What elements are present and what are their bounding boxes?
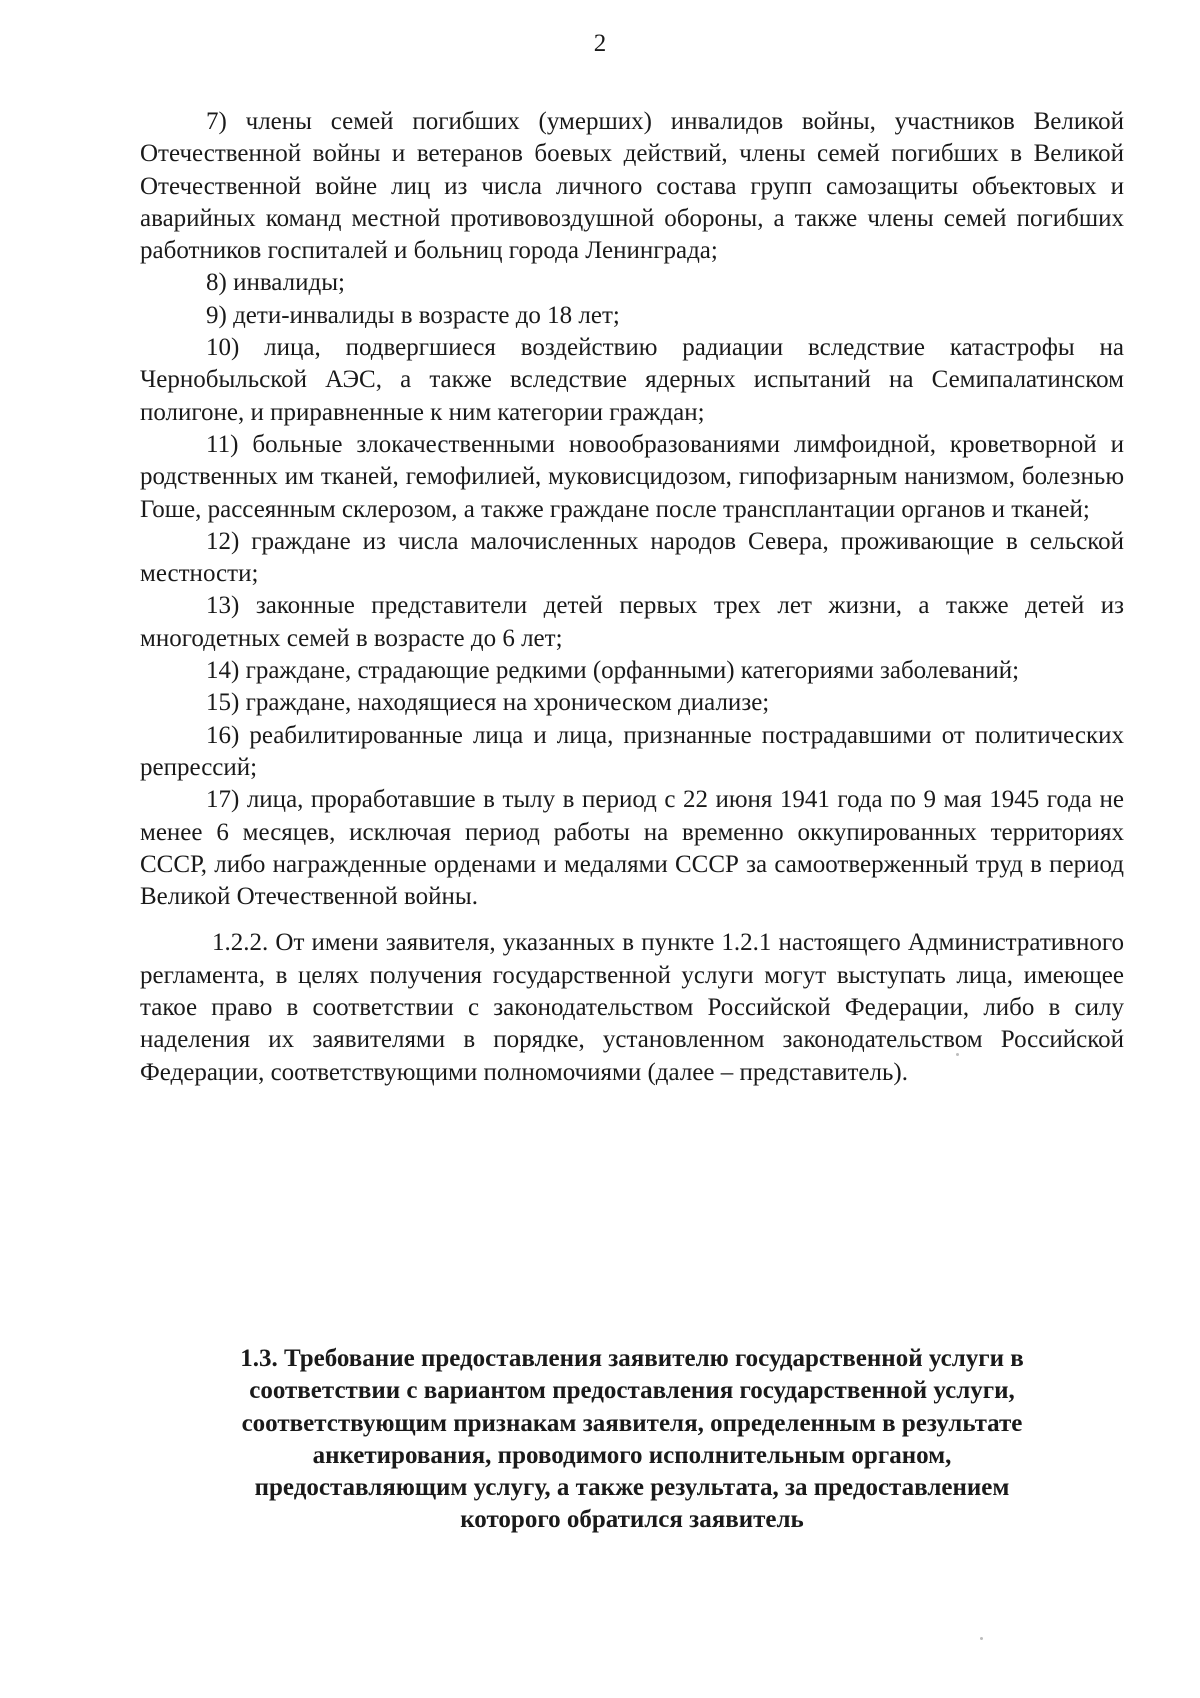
list-item-13: 13) законные представители детей первых трех лет жизни, а также детей из многодетных семей в возрасте до 6 лет; <box>140 592 1124 652</box>
list-item-17: 17) лица, проработавшие в тылу в период с 22 июня 1941 года по 9 мая 1945 года не менее 6 месяцев, исключая период работы на временно оккупированных территориях СССР, либо награжденные орденами и медалями СССР за самоотверженный труд в период Великой Отечественной войны. <box>140 786 1124 911</box>
list-item-8: 8) инвалиды; <box>206 269 345 297</box>
list-item-11: 11) больные злокачественными новообразованиями лимфоидной, кроветворной и родственных им тканей, гемофилией, муковисцидозом, гипофизарным нанизмом, болезнью Гоше, рассеянным склерозом, а также граждане после трансплантации органов и тканей; <box>140 430 1124 523</box>
heading-line: 1.3. Требование предоставления заявителю государственной услуги в <box>240 1345 1024 1372</box>
heading-line: анкетирования, проводимого исполнительным органом, <box>312 1441 952 1469</box>
list-item-16: 16) реабилитированные лица и лица, признанные пострадавшими от политических репрессий; <box>140 721 1124 781</box>
scan-speck <box>956 1053 959 1056</box>
list-item-7: 7) члены семей погибших (умерших) инвалидов войны, участников Великой Отечественной войны и ветеранов боевых действий, члены семей погибших в Великой Отечественной войне лиц из числа личного состава групп самозащиты объектовых и аварийных команд местной противовоздушной обороны, а также члены семей погибших работников госпиталей и больниц города Ленинграда; <box>140 108 1124 265</box>
clause-1-2-2: 1.2.2. От имени заявителя, указанных в пункте 1.2.1 настоящего Административного регламента, в целях получения государственной услуги могут выступать лица, имеющее такое право в соответствии с законодательством Российской Федерации, либо в силу наделения их заявителями в порядке, установленном законодательством Российской Федерации, соответствующими полномочиями (далее – представитель). <box>140 929 1124 1086</box>
heading-line: соответствии с вариантом предоставления государственной услуги, <box>249 1377 1015 1405</box>
list-item-15: 15) граждане, находящиеся на хроническом диализе; <box>206 689 770 717</box>
heading-line: которого обратился заявитель <box>460 1506 804 1534</box>
scan-speck <box>980 1637 983 1640</box>
list-item-10: 10) лица, подвергшиеся воздействию радиации вследствие катастрофы на Чернобыльской АЭС, а также вследствие ядерных испытаний на Семипалатинском полигоне, и приравненные к ним категории граждан; <box>140 334 1124 426</box>
section-heading-1-3 <box>140 1343 1124 1537</box>
page-number: 2 <box>593 30 607 57</box>
list-item-9: 9) дети-инвалиды в возрасте до 18 лет; <box>206 301 620 329</box>
heading-line: соответствующим признакам заявителя, определенным в результате <box>241 1409 1023 1437</box>
list-item-12: 12) граждане из числа малочисленных народов Севера, проживающие в сельской местности; <box>140 527 1124 588</box>
heading-line: предоставляющим услугу, а также результата, за предоставлением <box>254 1474 1010 1502</box>
list-item-14: 14) граждане, страдающие редкими (орфанными) категориями заболеваний; <box>206 657 1020 685</box>
document-body <box>140 106 1124 1089</box>
